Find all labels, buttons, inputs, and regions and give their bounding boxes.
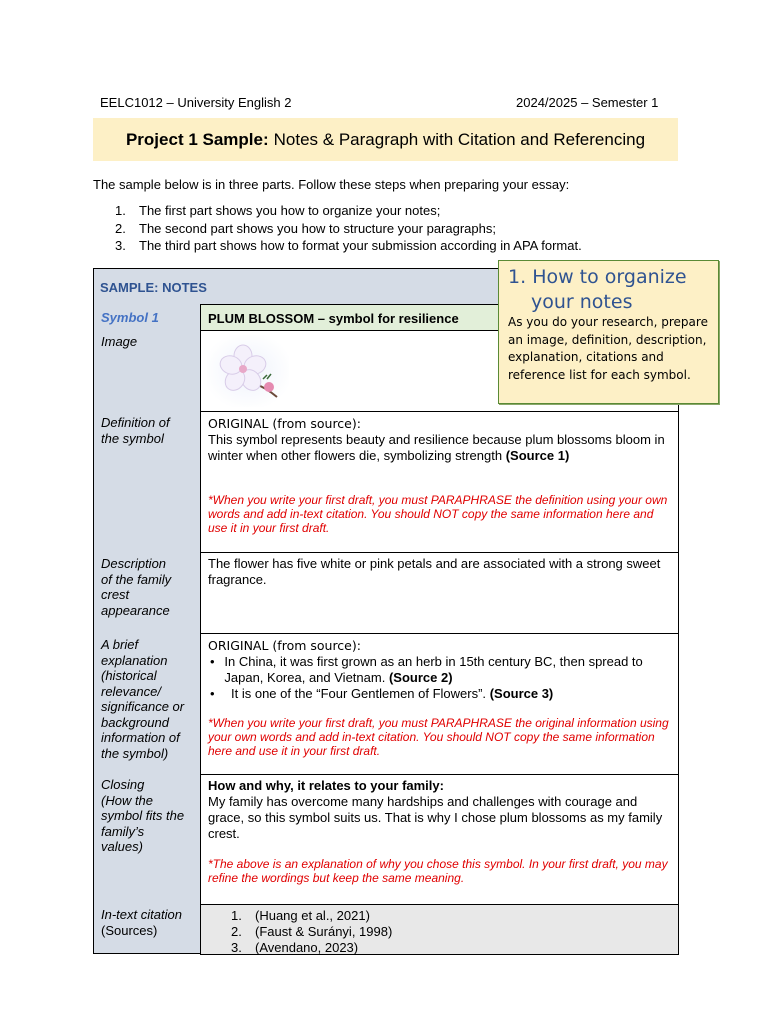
symbol-label: Symbol 1 bbox=[101, 310, 159, 325]
table-heading: SAMPLE: NOTES bbox=[100, 280, 207, 295]
callout-heading: 1. How to organize your notes bbox=[508, 266, 687, 313]
definition-note: *When you write your first draft, you must PARAPHRASE the definition using your own words and add in-text citation. You should NOT copy the same information here and use it in your first draft. bbox=[208, 493, 668, 535]
explanation-label: A brief explanation (historical relevance/ significance or background information of the symbol) bbox=[101, 637, 185, 761]
list-item: • It is one of the “Four Gentlemen of Flowers”. (Source 3) bbox=[210, 686, 554, 701]
description-text: The flower has five white or pink petals and are associated with a strong sweet fragrance. bbox=[208, 556, 661, 587]
closing-cell bbox=[200, 774, 679, 905]
course-code: EELC1012 – University English 2 bbox=[100, 95, 292, 110]
closing-label: Closing (How the symbol fits the family’s values) bbox=[101, 777, 185, 854]
term: 2024/2025 – Semester 1 bbox=[516, 95, 659, 110]
definition-label: Definition of the symbol bbox=[101, 415, 170, 446]
citation-label: In-text citation (Sources) bbox=[101, 907, 182, 938]
definition-cell bbox=[200, 411, 679, 553]
list-item: 3. The third part shows how to format your submission according in APA format. bbox=[115, 238, 582, 253]
list-item: 2. The second part shows you how to structure your paragraphs; bbox=[115, 220, 496, 236]
closing-text: My family has overcome many hardships and challenges with courage and grace, so this symbol suits us. That is why I chose plum blossoms as my family crest. bbox=[208, 794, 663, 841]
closing-heading: How and why, it relates to your family: bbox=[208, 778, 444, 793]
callout-body: As you do your research, prepare an image, definition, description, explanation, citations and reference list for each symbol. bbox=[508, 315, 708, 382]
plum-blossom-image bbox=[207, 335, 289, 407]
citation-cell bbox=[200, 904, 679, 955]
steps-list bbox=[115, 203, 582, 256]
list-item: 2. (Faust & Surányi, 1998) bbox=[231, 924, 393, 939]
list-item: 1. The first part shows you how to organize your notes; bbox=[115, 203, 441, 218]
callout-box bbox=[498, 260, 719, 404]
symbol-name: PLUM BLOSSOM – symbol for resilience bbox=[208, 311, 459, 326]
closing-note: *The above is an explanation of why you chose this symbol. In your first draft, you may refine the wordings but keep the same meaning. bbox=[208, 857, 668, 885]
original-label: ORIGINAL (from source): bbox=[208, 416, 361, 431]
list-item: 3. (Avendano, 2023) bbox=[231, 940, 359, 955]
list-item: 1. (Huang et al., 2021) bbox=[231, 908, 370, 923]
description-label: Description of the family crest appearance bbox=[101, 556, 172, 618]
image-label: Image bbox=[101, 334, 138, 349]
page-title bbox=[93, 118, 678, 161]
list-item: • In China, it was first grown as an herb in 15th century BC, then spread to Japan, Korea, and Vietnam. (Source 2) bbox=[210, 654, 643, 685]
title-rest: Notes & Paragraph with Citation and Referencing bbox=[273, 129, 646, 149]
intro-text: The sample below is in three parts. Follow these steps when preparing your essay: bbox=[93, 177, 570, 192]
original-label: ORIGINAL (from source): bbox=[208, 638, 361, 653]
explanation-cell bbox=[200, 633, 679, 775]
definition-text: This symbol represents beauty and resilience because plum blossoms bloom in winter when other flowers die, symbolizing strength (Source 1) bbox=[208, 432, 665, 463]
description-cell bbox=[200, 552, 679, 634]
explanation-note: *When you write your first draft, you must PARAPHRASE the original information using your own words and add in-text citation. You should NOT copy the same information here and use it in your first draft. bbox=[208, 716, 669, 758]
title-bold: Project 1 Sample: bbox=[125, 129, 269, 149]
